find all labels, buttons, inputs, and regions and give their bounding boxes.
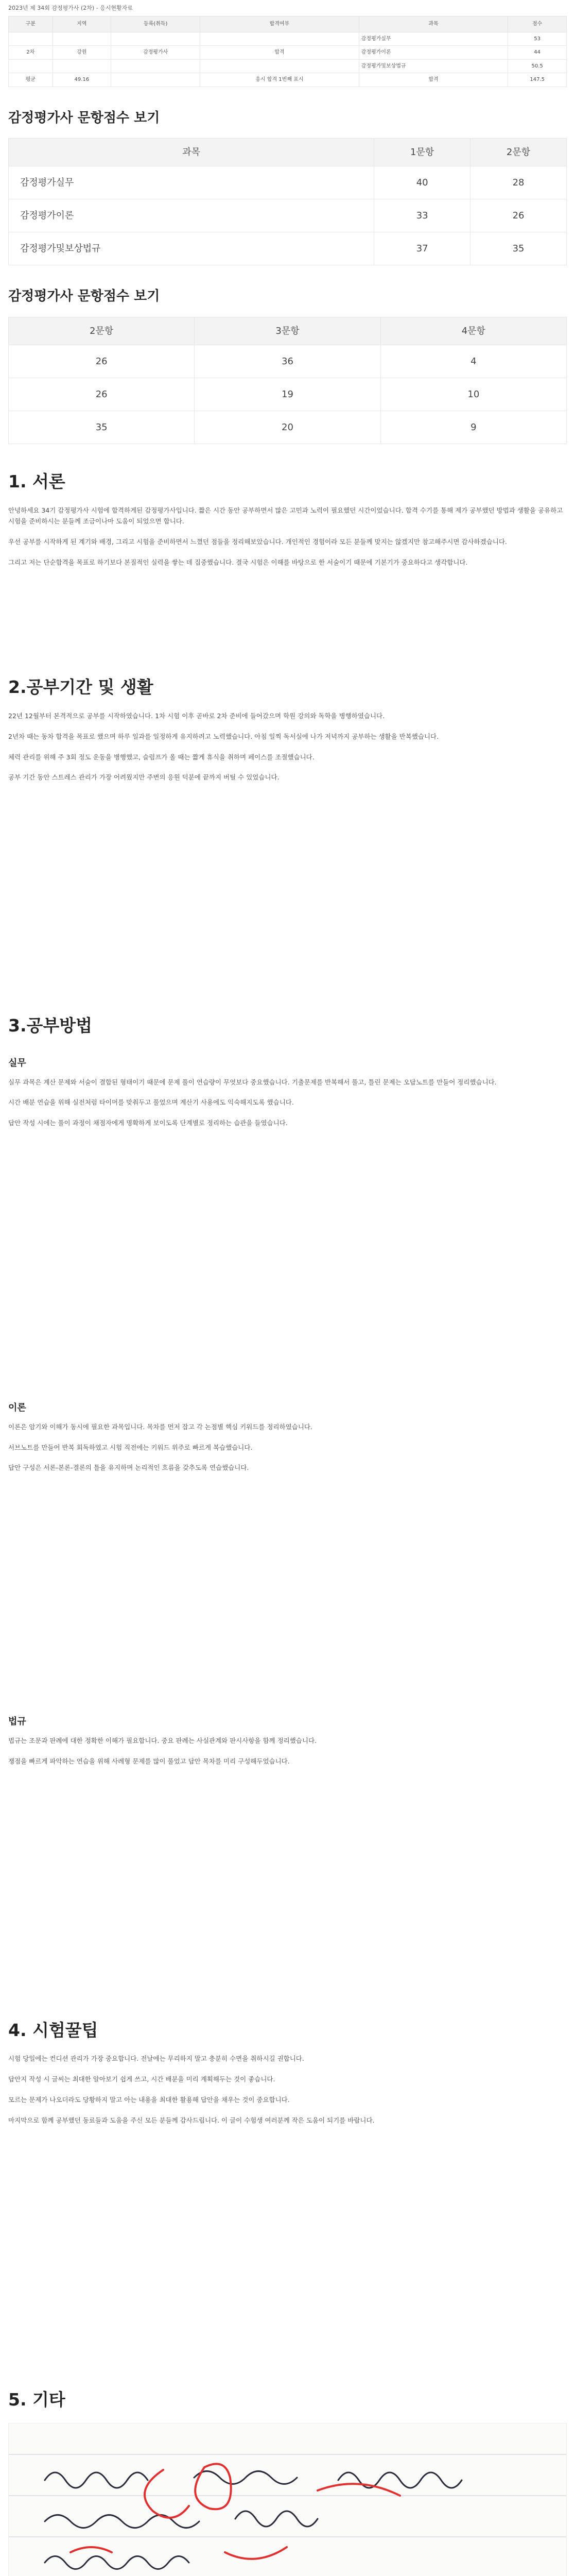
score-cell: 26 [471, 199, 567, 232]
info-cell: 2차 [9, 46, 53, 60]
score-cell: 26 [9, 345, 195, 378]
info-cell [200, 59, 359, 73]
info-cell [111, 73, 200, 87]
subsection-practice: 실무 [8, 1058, 26, 1069]
paragraph: 답안 구성은 서론-본론-결론의 틀을 유지하며 논리적인 흐름을 갖추도록 연습했습니다. [8, 1464, 249, 1472]
info-col: 구분 [9, 16, 53, 32]
paragraph: 시간 배분 연습을 위해 실전처럼 타이머를 맞춰두고 풀었으며 계산기 사용에도 익숙해지도록 했습니다. [8, 1098, 294, 1107]
score-row [9, 199, 567, 232]
info-cell: 응시 합격 1번째 표시 [200, 73, 359, 87]
score-cell: 28 [471, 166, 567, 199]
score-cell: 감정평가이론 [9, 199, 374, 232]
info-summary-row [9, 73, 567, 87]
info-cell [200, 32, 359, 46]
info-cell [9, 32, 53, 46]
info-cell: 감정평가및보상법규 [359, 59, 508, 73]
paragraph: 서브노트를 만들어 반복 회독하였고 시험 직전에는 키워드 위주로 빠르게 복습했습니다. [8, 1443, 253, 1451]
handwriting-photo [8, 2423, 567, 2576]
scores-title: 감정평가사 문항점수 보기 [8, 110, 160, 126]
info-cell: 감정평가이론 [359, 46, 508, 60]
info-row [9, 32, 567, 46]
paragraph: 공부 기간 동안 스트레스 관리가 가장 어려웠지만 주변의 응원 덕분에 끝까지 버틸 수 있었습니다. [8, 773, 280, 782]
info-cell: 강원 [53, 46, 111, 60]
paragraph: 그리고 저는 단순합격을 목표로 하기보다 본질적인 실력을 쌓는 데 집중했습니다. 결국 시험은 이해를 바탕으로 한 서술이기 때문에 기본기가 중요하다고 생각합니다. [8, 558, 468, 567]
section-intro: 1. 서론 [8, 471, 65, 492]
info-cell: 평균 [9, 73, 53, 87]
paragraph: 실무 과목은 계산 문제와 서술이 결합된 형태이기 때문에 문제 풀이 연습량이 무엇보다 중요했습니다. 기출문제를 반복해서 풀고, 틀린 문제는 오답노트를 만들어 정리했습니다. [8, 1078, 497, 1086]
applicant-info-table [8, 16, 567, 87]
score-cell: 33 [374, 199, 471, 232]
info-cell [111, 32, 200, 46]
paragraph: 쟁점을 빠르게 파악하는 연습을 위해 사례형 문제를 많이 풀었고 답안 목차를 미리 구성해두었습니다. [8, 1757, 290, 1765]
section-other: 5. 기타 [8, 2389, 65, 2410]
info-col: 점수 [508, 16, 567, 32]
scores2-title: 감정평가사 문항점수 보기 [8, 289, 160, 304]
scores2-table [8, 317, 567, 444]
score-cell: 20 [195, 411, 380, 444]
score-col: 1문항 [374, 139, 471, 166]
info-cell: 53 [508, 32, 567, 46]
scores-table [8, 138, 567, 265]
score-cell: 감정평가및보상법규 [9, 232, 374, 265]
score-cell: 10 [380, 378, 566, 411]
score-cell: 35 [471, 232, 567, 265]
paragraph: 22년 12월부터 본격적으로 공부를 시작하였습니다. 1차 시험 이후 곧바로 2차 준비에 들어갔으며 학원 강의와 독학을 병행하였습니다. [8, 711, 385, 720]
info-cell [53, 32, 111, 46]
score-cell: 40 [374, 166, 471, 199]
score-col: 2문항 [9, 317, 195, 345]
paragraph: 우선 공부를 시작하게 된 계기와 배경, 그리고 시험을 준비하면서 느꼈던 점들을 정리해보았습니다. 개인적인 경험이라 모든 분들께 맞지는 않겠지만 참고해주시면 감사하겠습니다. [8, 538, 507, 546]
paragraph: 법규는 조문과 판례에 대한 정확한 이해가 필요합니다. 중요 판례는 사실관계와 판시사항을 함께 정리했습니다. [8, 1736, 317, 1744]
score-row [9, 411, 567, 444]
score-cell: 19 [195, 378, 380, 411]
paragraph: 시험 당일에는 컨디션 관리가 가장 중요합니다. 전날에는 무리하지 말고 충분히 수면을 취하시길 권합니다. [8, 2055, 304, 2063]
paragraph: 답안 작성 시에는 풀이 과정이 채점자에게 명확하게 보이도록 단계별로 정리하는 습관을 들였습니다. [8, 1119, 288, 1127]
paragraph: 2년차 때는 동차 합격을 목표로 했으며 하루 일과를 일정하게 유지하려고 노력했습니다. 아침 일찍 독서실에 나가 저녁까지 공부하는 생활을 반복했습니다. [8, 732, 439, 740]
section-period: 2.공부기간 및 생활 [8, 677, 153, 697]
score-cell: 35 [9, 411, 195, 444]
info-cell [111, 59, 200, 73]
paragraph: 답안지 작성 시 글씨는 최대한 알아보기 쉽게 쓰고, 시간 배분을 미리 계획해두는 것이 좋습니다. [8, 2075, 275, 2083]
score-row [9, 345, 567, 378]
score-row [9, 378, 567, 411]
subsection-law: 법규 [8, 1716, 26, 1727]
handwriting-drawing [9, 2424, 567, 2576]
score-col: 과목 [9, 139, 374, 166]
paragraph: 안녕하세요 34기 감정평가사 시험에 합격하게된 감정평가사입니다. 짧은 시간 동안 공부하면서 많은 고민과 노력이 필요했던 시간이었습니다. 합격 수기를 통해 제가 공부했던 방법과 생활을 공유하고 시험을 준비하시는 분들께 조금이나마 도움이 되었으면 합니다. [8, 506, 563, 526]
paragraph: 체력 관리를 위해 주 3회 정도 운동을 병행했고, 슬럼프가 올 때는 짧게 휴식을 취하며 페이스를 조절했습니다. [8, 753, 315, 761]
info-cell: 합격 [200, 46, 359, 60]
score-cell: 26 [9, 378, 195, 411]
score-col: 2문항 [471, 139, 567, 166]
score-cell: 36 [195, 345, 380, 378]
score-row [9, 166, 567, 199]
score-col: 3문항 [195, 317, 380, 345]
info-header-row [9, 16, 567, 32]
info-row [9, 59, 567, 73]
score-cell: 37 [374, 232, 471, 265]
score-col: 4문항 [380, 317, 566, 345]
section-tips: 4. 시험꿀팁 [8, 2020, 98, 2040]
score-cell: 4 [380, 345, 566, 378]
info-col: 등록(취득) [111, 16, 200, 32]
info-cell: 감정평가실무 [359, 32, 508, 46]
score-row [9, 232, 567, 265]
info-cell: 50.5 [508, 59, 567, 73]
info-col: 합격여부 [200, 16, 359, 32]
paragraph: 모르는 문제가 나오더라도 당황하지 말고 아는 내용을 최대한 활용해 답안을 채우는 것이 중요합니다. [8, 2096, 290, 2104]
score-cell: 감정평가실무 [9, 166, 374, 199]
info-cell: 감정평가사 [111, 46, 200, 60]
header-caption: 2023년 제 34회 감정평가사 (2차) - 응시현황자료 [8, 5, 133, 11]
info-cell: 합격 [359, 73, 508, 87]
paragraph: 이론은 암기와 이해가 동시에 필요한 과목입니다. 목차를 먼저 잡고 각 논점별 핵심 키워드를 정리하였습니다. [8, 1422, 312, 1431]
info-cell [53, 59, 111, 73]
section-method: 3.공부방법 [8, 1015, 93, 1036]
info-row [9, 46, 567, 60]
subsection-theory: 이론 [8, 1402, 26, 1414]
info-cell: 49.16 [53, 73, 111, 87]
info-col: 지역 [53, 16, 111, 32]
info-cell [9, 59, 53, 73]
info-col: 과목 [359, 16, 508, 32]
score-cell: 9 [380, 411, 566, 444]
paragraph: 마지막으로 함께 공부했던 동료들과 도움을 주신 모든 분들께 감사드립니다. 이 글이 수험생 여러분께 작은 도움이 되기를 바랍니다. [8, 2116, 375, 2124]
info-cell: 44 [508, 46, 567, 60]
info-cell: 147.5 [508, 73, 567, 87]
